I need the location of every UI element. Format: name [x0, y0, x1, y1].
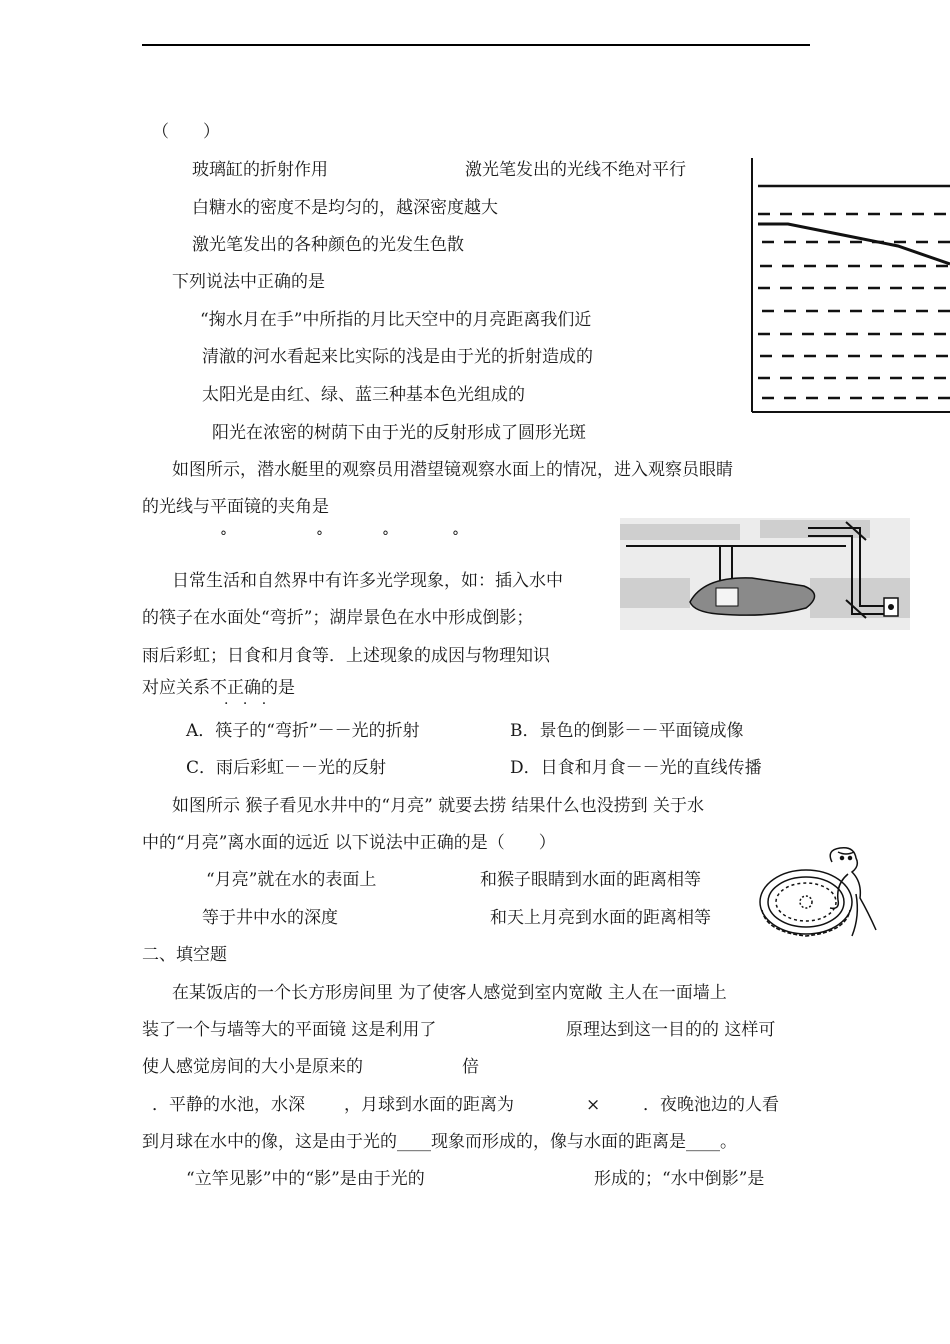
q2-option-b: 清澈的河水看起来比实际的浅是由于光的折射造成的 — [202, 347, 593, 367]
q6-line3b: 倍 — [462, 1057, 479, 1077]
q8-line1a: “立竿见影”中的“影”是由于光的 — [186, 1169, 425, 1189]
submarine-periscope-figure — [620, 518, 910, 630]
q5-option-b: 和猴子眼睛到水面的距离相等 — [480, 870, 701, 890]
q4-option-b: B．景色的倒影－－平面镜成像 — [510, 721, 744, 741]
q7-line1a: ．平静的水池，水深 — [152, 1095, 305, 1115]
q3-degree-a: ° — [220, 529, 227, 545]
q2-option-c: 太阳光是由红、绿、蓝三种基本色光组成的 — [202, 385, 525, 405]
q5-option-a: “月亮”就在水的表面上 — [206, 870, 377, 890]
q4-stem-line1: 日常生活和自然界中有许多光学现象，如：插入水中 — [172, 571, 563, 591]
q7-line2: 到月球在水中的像，这是由于光的____现象而形成的，像与水面的距离是____。 — [142, 1132, 737, 1152]
q2-stem: 下列说法中正确的是 — [172, 272, 325, 292]
q2-option-d: 阳光在浓密的树荫下由于光的反射形成了圆形光斑 — [212, 423, 586, 443]
q3-degree-d: ° — [452, 529, 459, 545]
q5-option-d: 和天上月亮到水面的距离相等 — [490, 908, 711, 928]
q6-line1: 在某饭店的一个长方形房间里 为了使客人感觉到室内宽敞 主人在一面墙上 — [172, 983, 727, 1003]
q3-stem-line1: 如图所示，潜水艇里的观察员用潜望镜观察水面上的情况，进入观察员眼睛 — [172, 460, 733, 480]
answer-blank: （ ） — [152, 122, 220, 142]
sugar-water-tank-figure — [748, 158, 950, 416]
section-title: 二、填空题 — [142, 945, 227, 965]
q4-option-c: C．雨后彩虹－－光的反射 — [186, 758, 387, 778]
q3-stem-line2: 的光线与平面镜的夹角是 — [142, 497, 329, 517]
q1-option-a: 玻璃缸的折射作用 — [192, 160, 328, 180]
q4-stem-line3: 雨后彩虹；日食和月食等．上述现象的成因与物理知识 — [142, 646, 550, 666]
q7-line1b: ，月球到水面的距离为 — [344, 1095, 514, 1115]
q5-stem-line1: 如图所示 猴子看见水井中的“月亮” 就要去捞 结果什么也没捞到 关于水 — [172, 796, 704, 816]
q6-line2a: 装了一个与墙等大的平面镜 这是利用了 — [142, 1020, 437, 1040]
q5-stem-line2: 中的“月亮”离水面的远近 以下说法中正确的是（ ） — [142, 833, 556, 853]
q3-degree-b: ° — [316, 529, 323, 545]
q7-line1d: ．夜晚池边的人看 — [643, 1095, 779, 1115]
monkey-well-figure — [756, 844, 880, 942]
q1-option-b: 激光笔发出的光线不绝对平行 — [465, 160, 686, 180]
q4-option-d: D．日食和月食－－光的直线传播 — [510, 758, 762, 778]
q5-option-c: 等于井中水的深度 — [202, 908, 338, 928]
q1-option-c: 白糖水的密度不是均匀的，越深密度越大 — [192, 198, 498, 218]
emphasis-dots: · · · — [224, 696, 272, 712]
q2-option-a: “掬水月在手”中所指的月比天空中的月亮距离我们近 — [200, 310, 592, 330]
header-rule — [142, 44, 810, 46]
q7-line1c: × — [586, 1095, 601, 1115]
q6-line2b: 原理达到这一目的的 这样可 — [566, 1020, 776, 1040]
q4-option-a: A．筷子的“弯折”－－光的折射 — [186, 721, 420, 741]
q4-stem-line2: 的筷子在水面处“弯折”；湖岸景色在水中形成倒影； — [142, 608, 534, 628]
q6-line3a: 使人感觉房间的大小是原来的 — [142, 1057, 363, 1077]
q4-stem-line4: 对应关系不正确的是 — [142, 678, 295, 698]
q8-line1b: 形成的；“水中倒影”是 — [594, 1169, 765, 1189]
q1-option-d: 激光笔发出的各种颜色的光发生色散 — [192, 235, 464, 255]
q3-degree-c: ° — [382, 529, 389, 545]
